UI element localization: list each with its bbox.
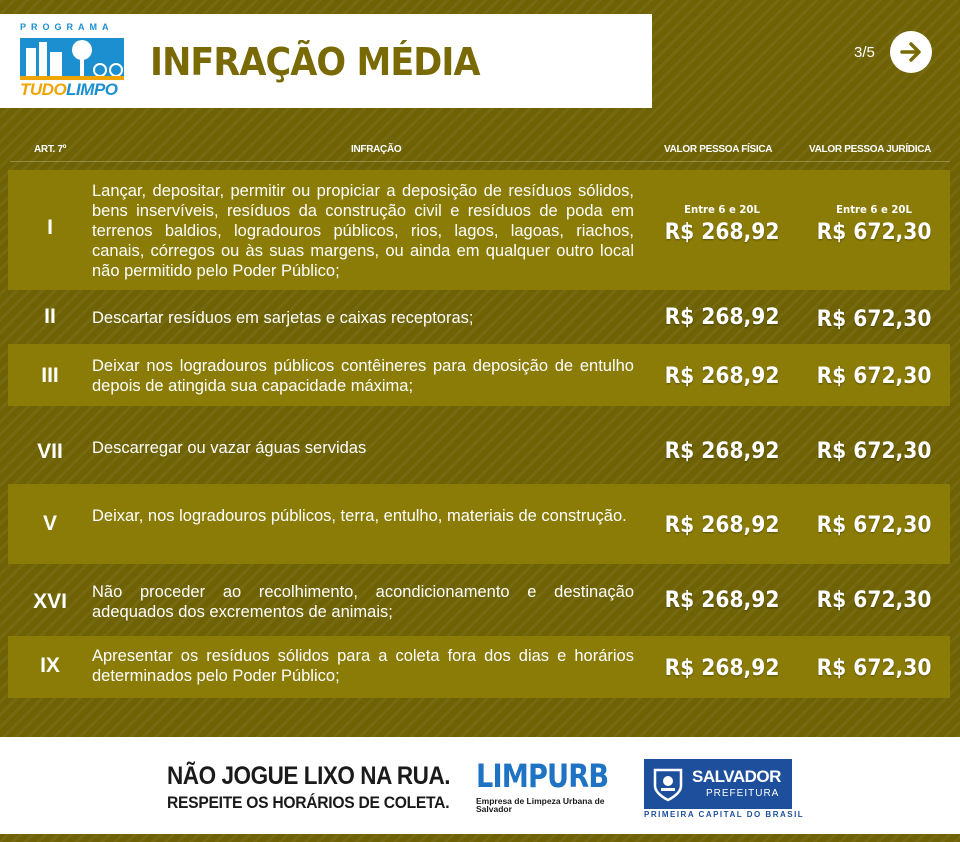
- row-value-pj: R$ 672,30: [816, 656, 932, 681]
- row-article: III: [41, 364, 59, 387]
- salvador-crest-icon: [651, 766, 685, 802]
- table-row: [8, 294, 950, 340]
- footer: [0, 737, 960, 834]
- row-description: Descarregar ou vazar águas servidas: [92, 439, 367, 457]
- limpurb-logo: [476, 757, 632, 813]
- row-article: V: [42, 512, 57, 535]
- row-value-pf: R$ 268,92: [664, 656, 780, 681]
- row-value-pj: R$ 672,30: [816, 307, 932, 332]
- salvador-name: SALVADOR: [692, 767, 781, 786]
- salvador-subtitle: PREFEITURA: [706, 788, 780, 799]
- col-header-infracao: INFRAÇÃO: [351, 144, 402, 155]
- row-description: Descartar resíduos em sarjetas e caixas receptoras;: [92, 309, 474, 327]
- row-value-pf: R$ 268,92: [664, 305, 780, 330]
- table-row: [8, 484, 950, 564]
- col-header-art: ART. 7º: [34, 144, 67, 155]
- row-value-pf: R$ 268,92: [664, 364, 780, 389]
- table-row: [8, 636, 950, 698]
- arrow-right-icon: [899, 40, 923, 64]
- col-header-pj: VALOR PESSOA JURÍDICA: [809, 144, 932, 155]
- row-description: Deixar nos logradouros públicos contêineres para deposição de entulho depois de atingida sua capacidade máxima;: [92, 357, 634, 395]
- header-divider: [10, 161, 950, 162]
- page-title: INFRAÇÃO MÉDIA: [150, 40, 480, 84]
- col-header-pf: VALOR PESSOA FÍSICA: [664, 144, 773, 155]
- row-value-pj: [800, 203, 947, 245]
- logo-name-a: TUDO: [20, 80, 67, 99]
- table-row: [8, 570, 950, 632]
- limpurb-subtitle: Empresa de Limpeza Urbana de Salvador: [476, 796, 605, 814]
- row-range-pj: Entre 6 e 20L: [836, 203, 912, 216]
- row-article: II: [44, 305, 56, 328]
- row-article: XVI: [33, 590, 67, 613]
- slogan-line2: RESPEITE OS HORÁRIOS DE COLETA.: [167, 793, 450, 812]
- logo-name: [20, 80, 118, 100]
- row-article: I: [47, 216, 53, 239]
- row-description: Deixar, nos logradouros públicos, terra, entulho, materiais de construção.: [92, 507, 627, 525]
- limpurb-name: LIMPURB: [476, 757, 609, 795]
- row-value-pf: R$ 268,92: [664, 588, 780, 613]
- logo-name-b: LIMPO: [66, 80, 118, 99]
- salvador-tagline: PRIMEIRA CAPITAL DO BRASIL: [644, 810, 805, 819]
- row-amount-pf: R$ 268,92: [664, 220, 780, 245]
- slogan-line1: NÃO JOGUE LIXO NA RUA.: [167, 762, 451, 790]
- row-value-pj: R$ 672,30: [816, 364, 932, 389]
- page-indicator: 3/5: [854, 44, 875, 61]
- row-amount-pj: R$ 672,30: [816, 220, 932, 245]
- table-row: [8, 412, 950, 480]
- row-value-pf: [648, 203, 795, 245]
- row-description: Lançar, depositar, permitir ou propiciar a deposição de resíduos sólidos, bens inservíveis, resíduos da construção civil e resíduos de poda em terrenos baldios, logradouros públicos, rios, lagos, lagoas, riachos, canais, córregos ou às suas margens, ou ainda em qualquer outro local não permitido pelo Poder Público;: [92, 182, 634, 280]
- row-article: IX: [40, 654, 60, 677]
- program-logo: [18, 22, 126, 102]
- row-article: VII: [37, 440, 63, 463]
- row-description: Não proceder ao recolhimento, acondicionamento e destinação adequados dos excrementos de animais;: [92, 583, 634, 621]
- table-row: [8, 170, 950, 290]
- row-value-pf: R$ 268,92: [664, 513, 780, 538]
- logo-program-label: PROGRAMA: [20, 22, 114, 32]
- next-button[interactable]: [890, 31, 932, 73]
- header-card: [0, 14, 652, 108]
- program-logo-icon: [20, 34, 124, 80]
- table-row: [8, 344, 950, 406]
- row-value-pf: R$ 268,92: [664, 439, 780, 464]
- row-range-pf: Entre 6 e 20L: [684, 203, 760, 216]
- row-description: Apresentar os resíduos sólidos para a coleta fora dos dias e horários determinados pelo Poder Público;: [92, 647, 634, 685]
- salvador-logo: [644, 759, 792, 809]
- row-value-pj: R$ 672,30: [816, 439, 932, 464]
- row-value-pj: R$ 672,30: [816, 513, 932, 538]
- row-value-pj: R$ 672,30: [816, 588, 932, 613]
